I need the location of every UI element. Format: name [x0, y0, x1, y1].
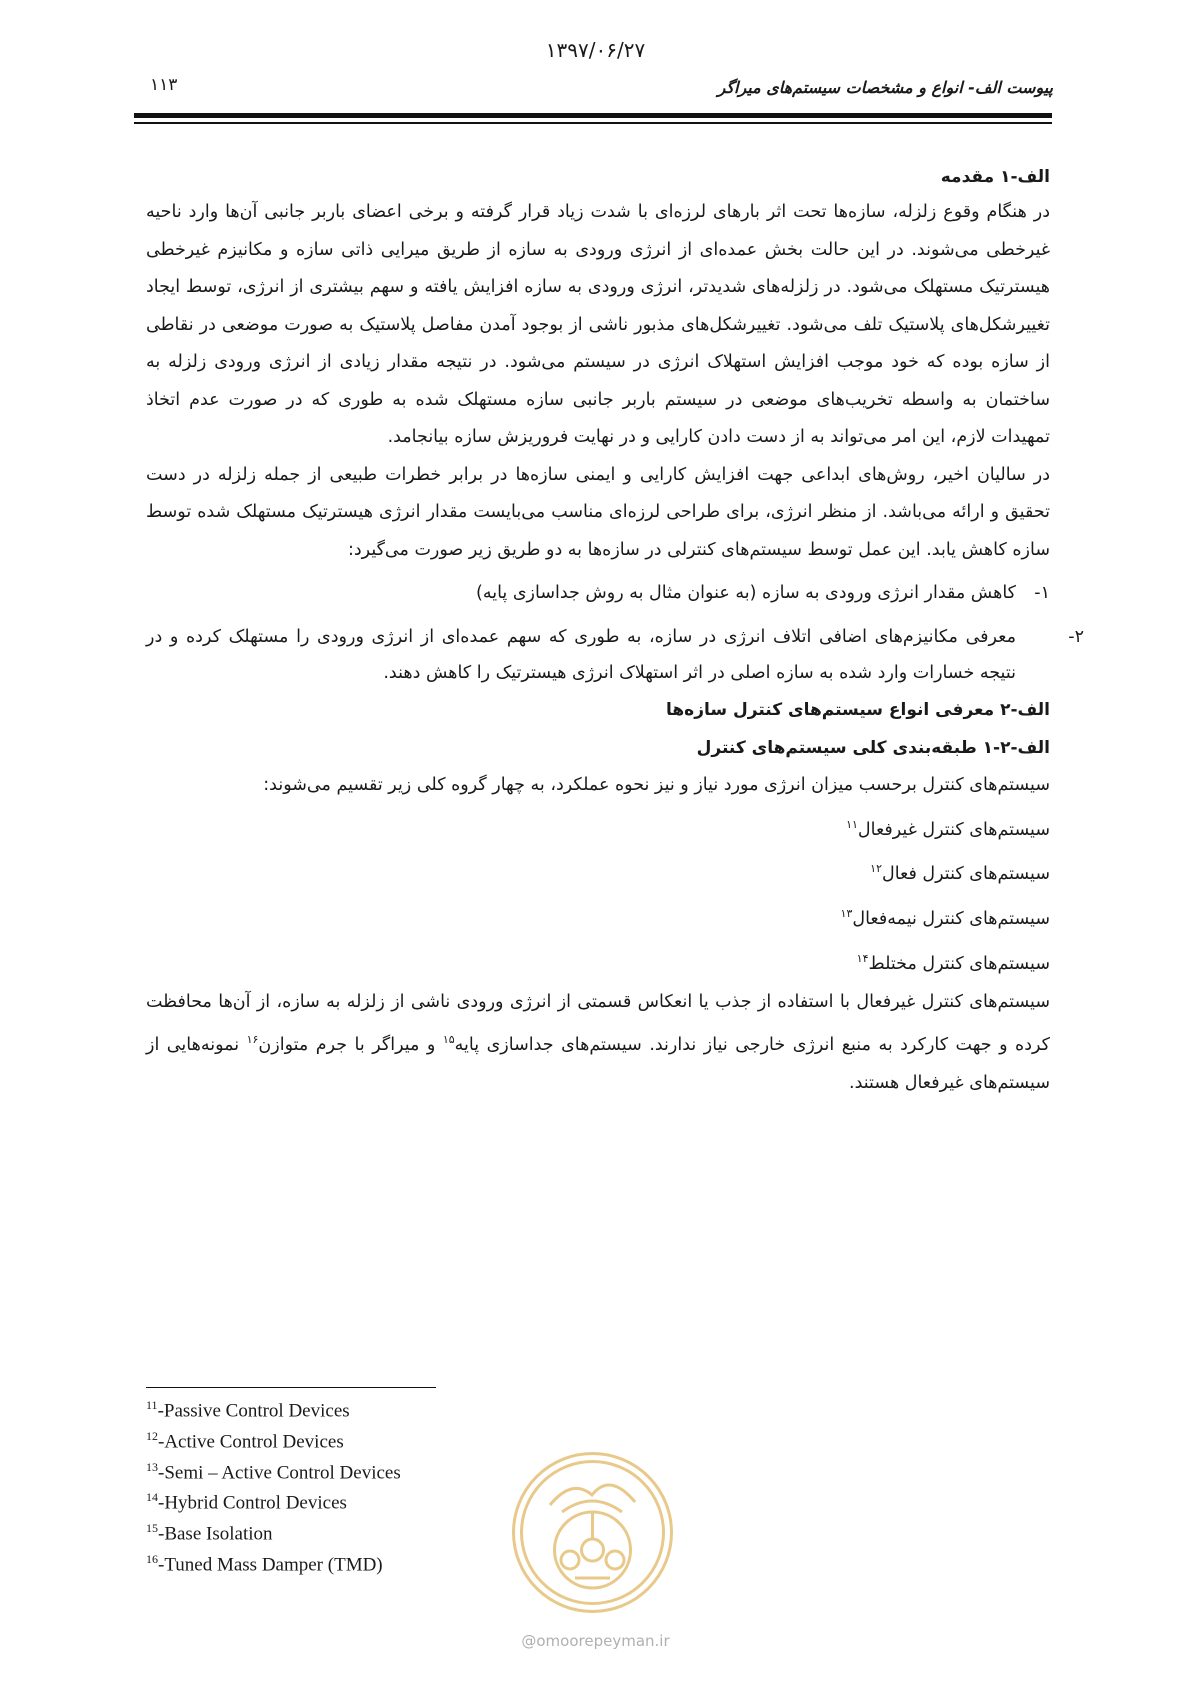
control-type-label: سیستم‌های کنترل فعال — [882, 864, 1050, 885]
paragraph-4-part-c: نمونه‌هایی از سیستم‌های غیرفعال هستند. — [146, 1035, 1050, 1093]
footnote-separator — [146, 1387, 436, 1388]
watermark-website: @omoorepeyman.ir — [521, 1632, 670, 1650]
list-item-text: معرفی مکانیزم‌های اضافی اتلاف انرژی در سازه، به طوری که سهم عمده‌ای از انرژی ورودی را مستهلک کرده و در نتیجه خسارات وارد شده به سازه اصلی در اثر استهلاک انرژی هیسترتیک را کاهش دهند. — [146, 627, 1016, 683]
section-heading-intro: الف-۱ مقدمه — [940, 167, 1050, 187]
footnote-number: 15 — [146, 1521, 158, 1536]
header-rule-thin — [134, 122, 1052, 124]
footnote-text: -Base Isolation — [158, 1523, 273, 1545]
list-item — [146, 939, 1050, 984]
footnote-number: 11 — [146, 1398, 158, 1412]
footnote — [146, 1393, 401, 1424]
footnote-text: -Passive Control Devices — [157, 1400, 350, 1422]
footnote-text: -Hybrid Control Devices — [158, 1492, 347, 1514]
paragraph-4-part-b: و میراگر با جرم متوازن — [258, 1035, 443, 1056]
list-item-text: کاهش مقدار انرژی ورودی به سازه (به عنوان مثال به روش جداسازی پایه) — [476, 583, 1016, 603]
footnote-ref: ۱۳ — [840, 907, 853, 921]
document-date: ۱۳۹۷/۰۶/۲۷ — [545, 38, 646, 62]
footnote — [146, 1485, 401, 1516]
watermark-seal-icon — [510, 1450, 675, 1615]
footnote — [146, 1516, 401, 1547]
footnotes — [146, 1393, 401, 1578]
footnote — [146, 1424, 401, 1455]
footnote-number: 12 — [146, 1428, 158, 1443]
paragraph-1: در هنگام وقوع زلزله، سازه‌ها تحت اثر بارهای لرزه‌ای با شدت زیاد قرار گرفته و برخی اعضای باربر جانبی آن‌ها وارد ناحیه غیرخطی می‌شوند. در این حالت بخش عمده‌ای از انرژی ورودی به سازه از طریق میرایی ذاتی سازه و مکانیزم غیرخطی هیسترتیک مستهلک می‌شود. در زلزله‌های شدیدتر، انرژی ورودی به سازه افزایش یافته و سهم بیشتری از انرژی، توسط ایجاد تغییرشکل‌های پلاستیک تلف می‌شود. تغییرشکل‌های مذبور ناشی از بوجود آمدن مفاصل پلاستیک به صورت موضعی در نقاطی از سازه بوده که خود موجب افزایش استهلاک انرژی در سیستم می‌شود. در نتیجه مقدار زیادی از انرژی ورودی زلزله به ساختمان به واسطه تخریب‌های موضعی در سیستم باربر جانبی سازه مستهلک شده به طوری که در صورت عدم اتخاذ تمهیدات لازم، این امر می‌تواند به از دست دادن کارایی و در نهایت فروریزش سازه بیانجامد. — [146, 202, 1050, 447]
paragraph-2: در سالیان اخیر، روش‌های ابداعی جهت افزایش کارایی و ایمنی سازه‌ها در برابر خطرات طبیعی از جمله زلزله در دست تحقیق و ارائه می‌باشد. از منظر انرژی، برای طراحی لرزه‌ای مناسب می‌بایست مقدار انرژی هیسترتیک مستهلک شده توسط سازه کاهش یابد. این عمل توسط سیستم‌های کنترلی در سازه‌ها به دو طریق زیر صورت می‌گیرد: — [146, 464, 1050, 560]
footnote — [146, 1547, 401, 1578]
paragraph-4-part-a: سیستم‌های کنترل غیرفعال با استفاده از جذب یا انعکاس قسمتی از انرژی ورودی ناشی از زلزله به سازه، از آن‌ها محافظت کرده و جهت کارکرد به منبع انرژی خارجی نیاز ندارند. سیستم‌های جداسازی پایه — [146, 991, 1050, 1056]
list-item — [146, 805, 1050, 850]
control-type-label: سیستم‌های کنترل غیرفعال — [857, 819, 1050, 840]
page-number: ۱۱۳ — [150, 75, 178, 95]
list-item-number: ۲- — [1068, 627, 1084, 647]
paragraph-3: سیستم‌های کنترل برحسب میزان انرژی مورد نیاز و نیز نحوه عملکرد، به چهار گروه کلی زیر تقسیم می‌شوند: — [263, 775, 1050, 795]
footnote-number: 14 — [146, 1490, 158, 1505]
footnote-ref: ۱۴ — [856, 951, 869, 965]
subsection-heading-classification: الف-۲-۱ طبقه‌بندی کلی سیستم‌های کنترل — [696, 738, 1050, 758]
footnote-number: 16 — [146, 1552, 158, 1567]
footnote-ref: ۱۶ — [246, 1033, 259, 1047]
footnote-text: -Active Control Devices — [158, 1431, 344, 1453]
footnote-text: -Semi – Active Control Devices — [158, 1461, 401, 1483]
control-type-label: سیستم‌های کنترل نیمه‌فعال — [852, 908, 1050, 929]
list-item-number: ۱- — [1034, 583, 1050, 603]
running-title: پیوست الف- انواع و مشخصات سیستم‌های میراگر — [717, 78, 1053, 97]
list-item — [146, 894, 1050, 939]
footnote-ref: ۱۲ — [870, 862, 882, 876]
footnote-text: -Tuned Mass Damper (TMD) — [158, 1554, 383, 1576]
paragraph-4 — [146, 984, 1050, 1102]
control-type-label: سیستم‌های کنترل مختلط — [868, 953, 1050, 974]
section-heading-control-types: الف-۲ معرفی انواع سیستم‌های کنترل سازه‌ها — [666, 700, 1050, 720]
list-item — [146, 619, 1084, 691]
footnote-number: 13 — [146, 1459, 158, 1474]
footnote — [146, 1455, 401, 1486]
page-body — [146, 160, 1084, 1102]
footnote-ref: ۱۱ — [846, 817, 858, 831]
list-item — [146, 849, 1050, 894]
footnote-ref: ۱۵ — [442, 1033, 455, 1047]
list-item — [146, 575, 1050, 611]
header-rule-thick — [134, 113, 1052, 118]
